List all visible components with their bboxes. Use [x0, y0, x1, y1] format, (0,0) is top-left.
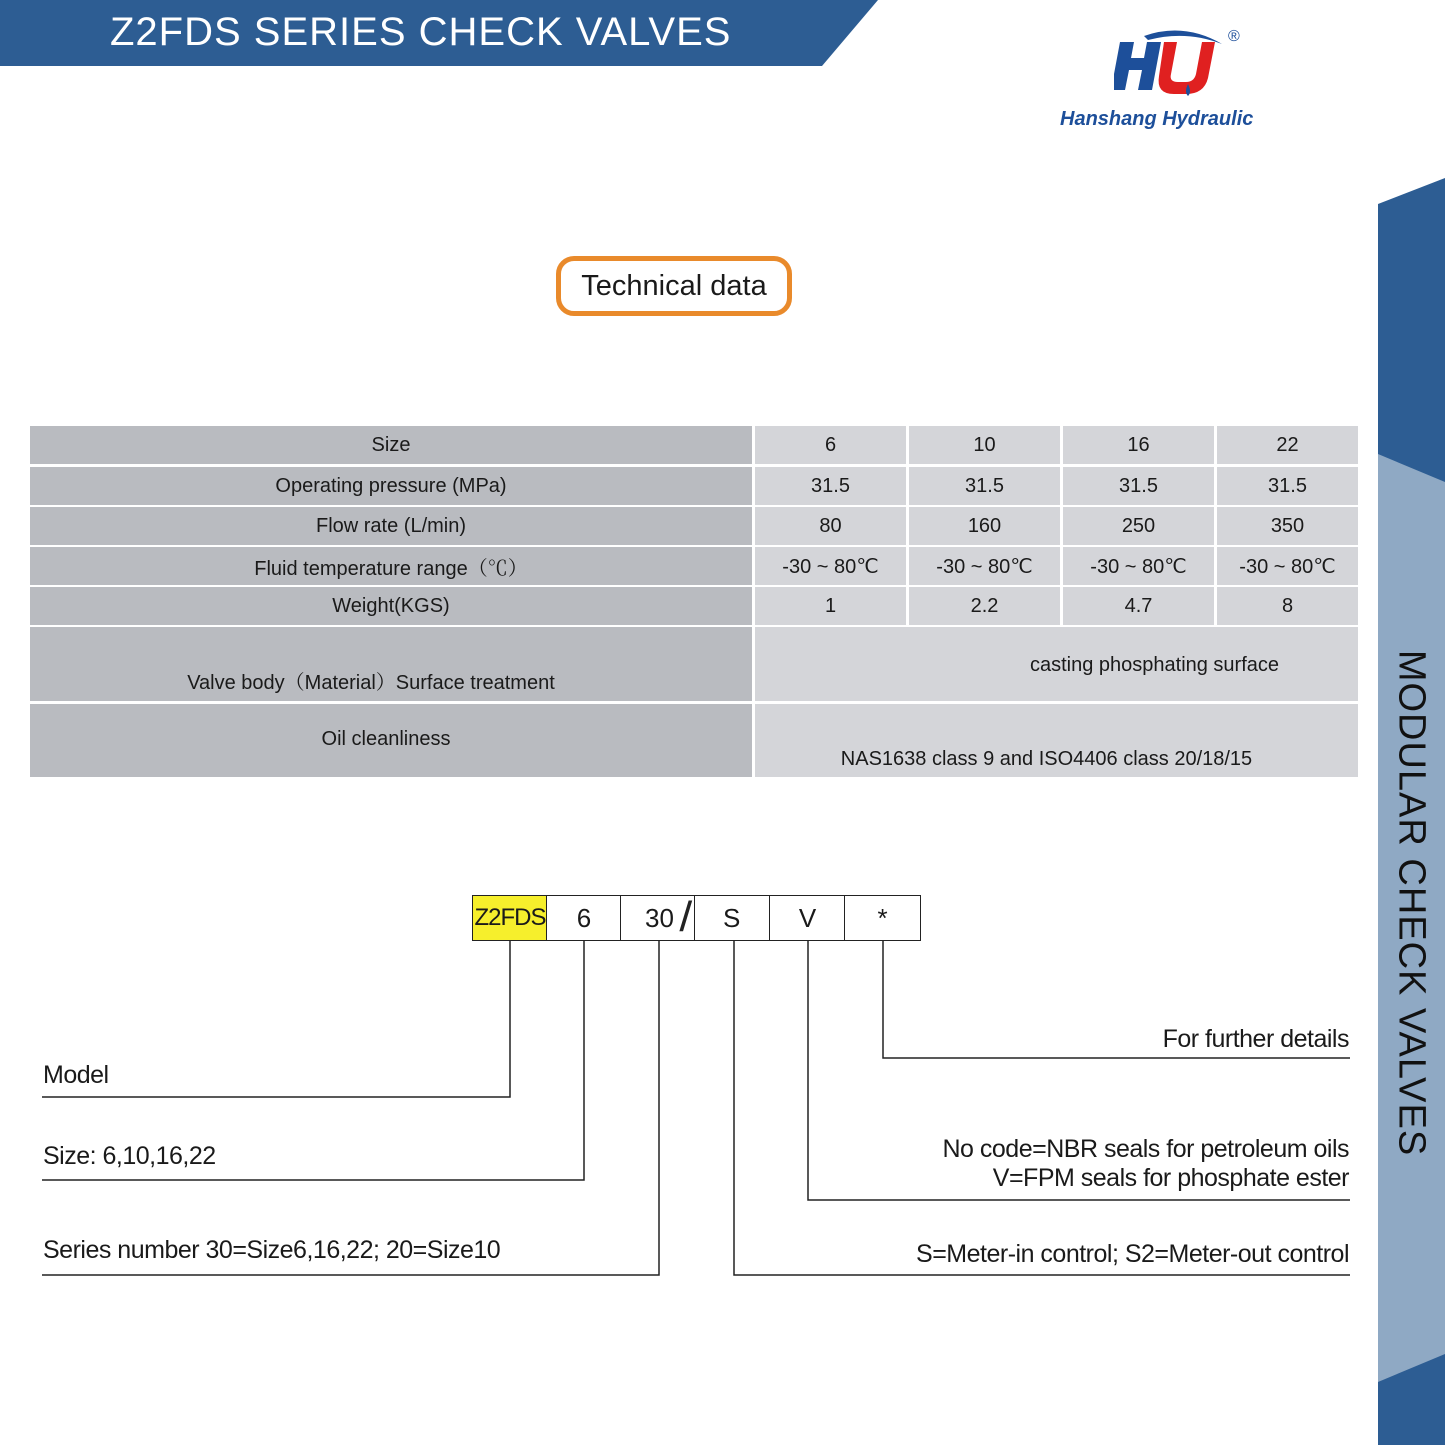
- side-title: MODULAR CHECK VALVES: [1390, 649, 1433, 1157]
- desc-seals-fpm: V=FPM seals for phosphate ester: [992, 1164, 1349, 1192]
- code-box-control: S: [694, 895, 771, 941]
- table-row-label: Valve body（Material）Surface treatment: [30, 627, 752, 701]
- desc-control: S=Meter-in control; S2=Meter-out control: [916, 1240, 1349, 1268]
- desc-series: Series number 30=Size6,16,22; 20=Size10: [43, 1236, 501, 1264]
- table-cell: 16: [1063, 426, 1214, 464]
- code-box-size: 6: [546, 895, 622, 941]
- table-cell: 8: [1217, 587, 1358, 625]
- table-row-label: Oil cleanliness: [30, 704, 752, 777]
- table-cell: 31.5: [909, 467, 1060, 505]
- code-separator: /: [679, 893, 693, 940]
- desc-size: Size: 6,10,16,22: [43, 1142, 216, 1170]
- table-row-label: Weight(KGS): [30, 587, 752, 625]
- table-span-cell: casting phosphating surface: [755, 627, 1358, 701]
- table-cell: 1: [755, 587, 906, 625]
- table-cell: -30 ~ 80℃: [1063, 547, 1214, 585]
- code-box-series: 30: [620, 895, 696, 941]
- table-cell: 31.5: [1063, 467, 1214, 505]
- company-name: Hanshang Hydraulic: [1060, 108, 1254, 130]
- table-row-label: Size: [30, 426, 752, 464]
- registered-mark: ®: [1228, 28, 1240, 45]
- table-cell: 4.7: [1063, 587, 1214, 625]
- table-cell: -30 ~ 80℃: [755, 547, 906, 585]
- page-title: Z2FDS SERIES CHECK VALVES: [110, 10, 732, 54]
- table-cell: 22: [1217, 426, 1358, 464]
- code-box-model: Z2FDS: [472, 895, 548, 941]
- table-cell: 80: [755, 507, 906, 545]
- desc-further: For further details: [1162, 1025, 1349, 1053]
- table-cell: 31.5: [755, 467, 906, 505]
- table-cell: -30 ~ 80℃: [909, 547, 1060, 585]
- code-box-seals: V: [769, 895, 846, 941]
- table-span-cell: NAS1638 class 9 and ISO4406 class 20/18/15: [755, 704, 1358, 777]
- table-cell: 350: [1217, 507, 1358, 545]
- table-cell: 31.5: [1217, 467, 1358, 505]
- table-row-label: Fluid temperature range（℃）: [30, 547, 752, 585]
- table-cell: 250: [1063, 507, 1214, 545]
- technical-data-heading: Technical data: [556, 256, 792, 316]
- table-row-label: Flow rate (L/min): [30, 507, 752, 545]
- desc-model: Model: [43, 1061, 109, 1089]
- table-cell: 160: [909, 507, 1060, 545]
- desc-seals-nbr: No code=NBR seals for petroleum oils: [942, 1135, 1349, 1163]
- table-cell: -30 ~ 80℃: [1217, 547, 1358, 585]
- table-cell: 6: [755, 426, 906, 464]
- code-box-further: *: [844, 895, 921, 941]
- table-cell: 10: [909, 426, 1060, 464]
- table-cell: 2.2: [909, 587, 1060, 625]
- table-row-label: Operating pressure (MPa): [30, 467, 752, 505]
